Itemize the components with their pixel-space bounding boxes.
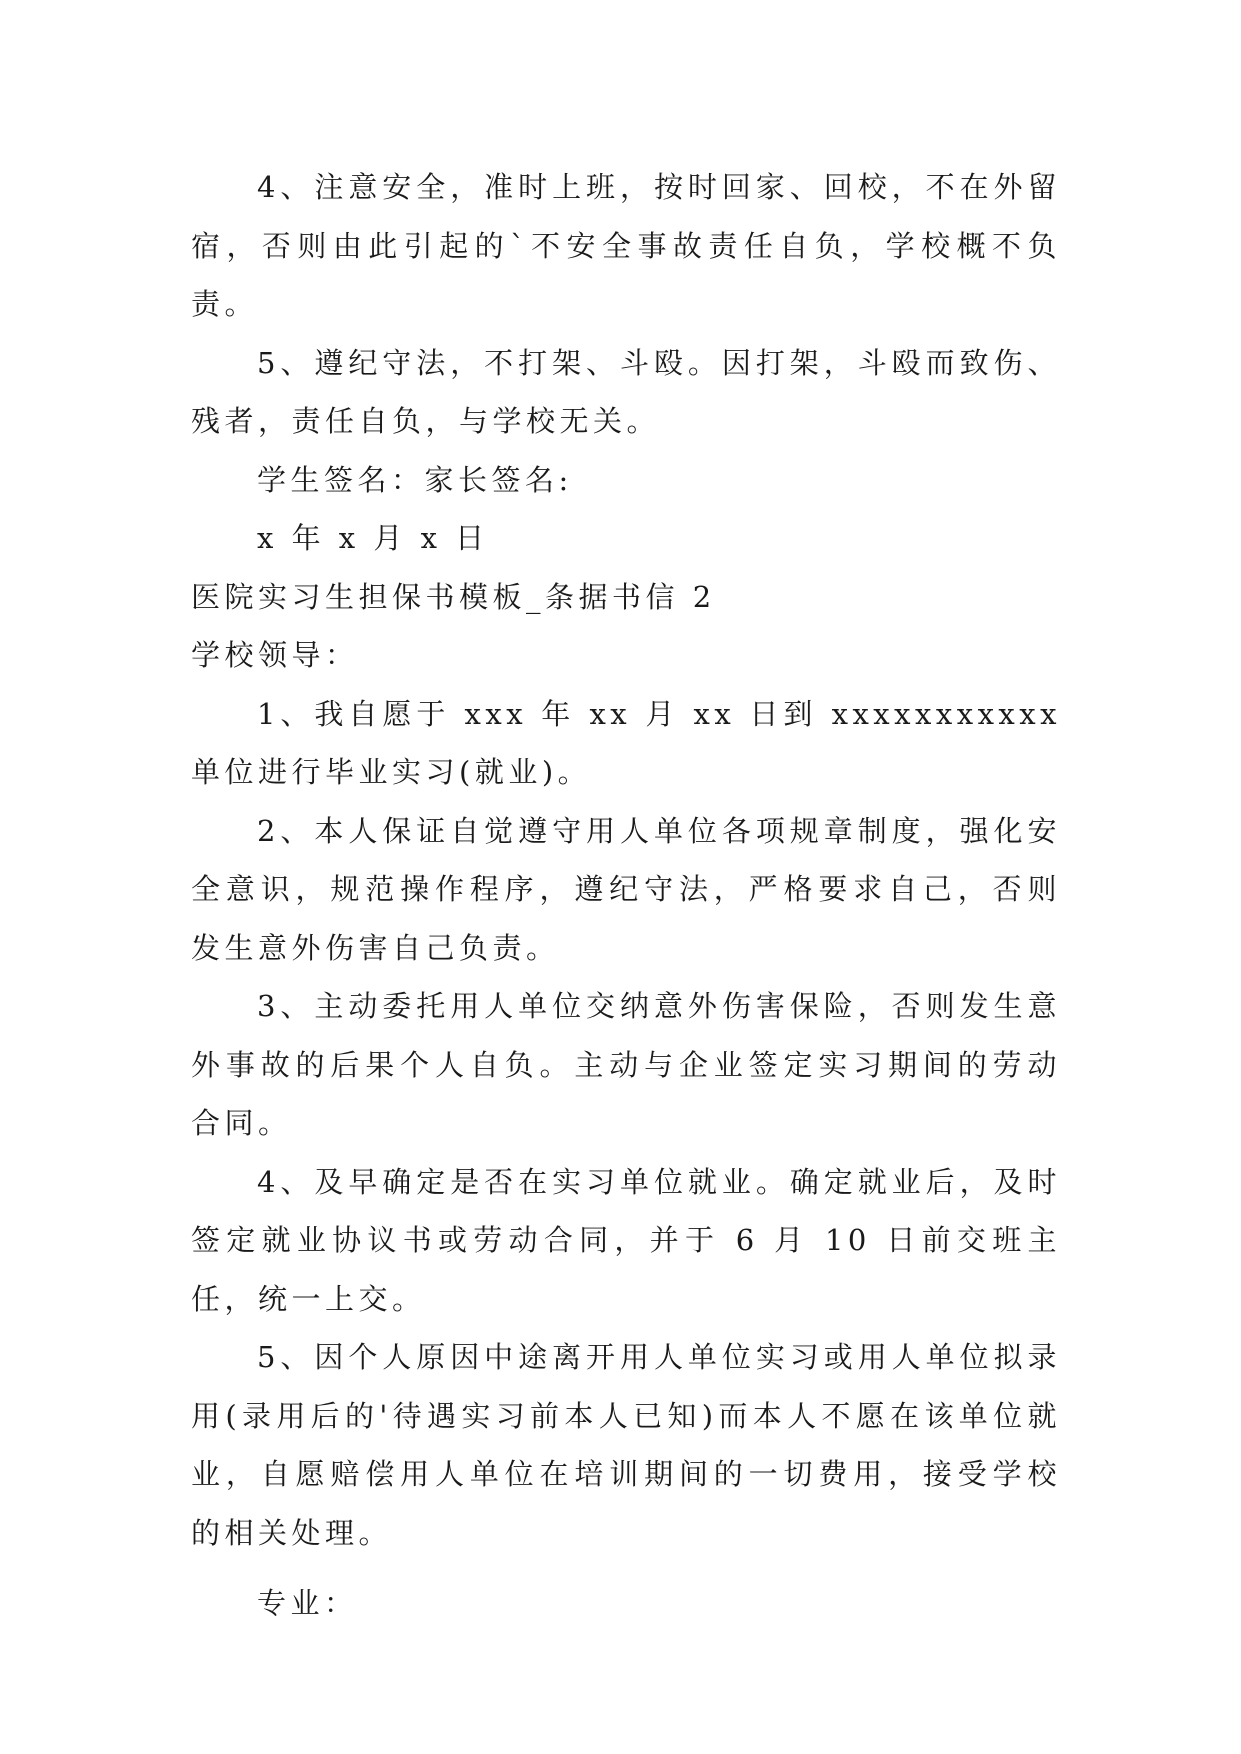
major-label: 专业：	[257, 1586, 358, 1620]
paragraph-safety: 4、注意安全，准时上班，按时回家、回校，不在外留宿，否则由此引起的`不安全事故责任自负，学校概不负责。	[191, 170, 1061, 321]
date-line: x 年 x 月 x 日	[257, 521, 489, 555]
paragraph-law: 5、遵纪守法，不打架、斗殴。因打架，斗殴而致伤、残者，责任自负，与学校无关。	[191, 345, 1061, 438]
document-title: 医院实习生担保书模板_条据书信 2	[191, 579, 716, 614]
paragraph-item-3: 3、主动委托用人单位交纳意外伤害保险，否则发生意外事故的后果个人自负。主动与企业签定实习期间的劳动合同。	[191, 989, 1061, 1140]
salutation: 学校领导：	[191, 638, 359, 672]
paragraph-item-5: 5、因个人原因中途离开用人单位实习或用人单位拟录用(录用后的'待遇实习前本人已知)而本人不愿在该单位就业，自愿赔偿用人单位在培训期间的一切费用，接受学校的相关处理。	[191, 1340, 1061, 1550]
paragraph-item-1: 1、我自愿于 xxx 年 xx 月 xx 日到 xxxxxxxxxxx 单位进行毕业实习(就业)。	[191, 696, 1061, 789]
spacer	[191, 1562, 1061, 1574]
paragraph-item-4: 4、及早确定是否在实习单位就业。确定就业后，及时签定就业协议书或劳动合同，并于 6 月 10 日前交班主任，统一上交。	[191, 1164, 1061, 1316]
signature-line: 学生签名：家长签名:	[257, 462, 573, 497]
document-body	[191, 158, 1061, 1633]
paragraph-item-2: 2、本人保证自觉遵守用人单位各项规章制度，强化安全意识，规范操作程序，遵纪守法，严格要求自己，否则发生意外伤害自己负责。	[191, 813, 1061, 965]
